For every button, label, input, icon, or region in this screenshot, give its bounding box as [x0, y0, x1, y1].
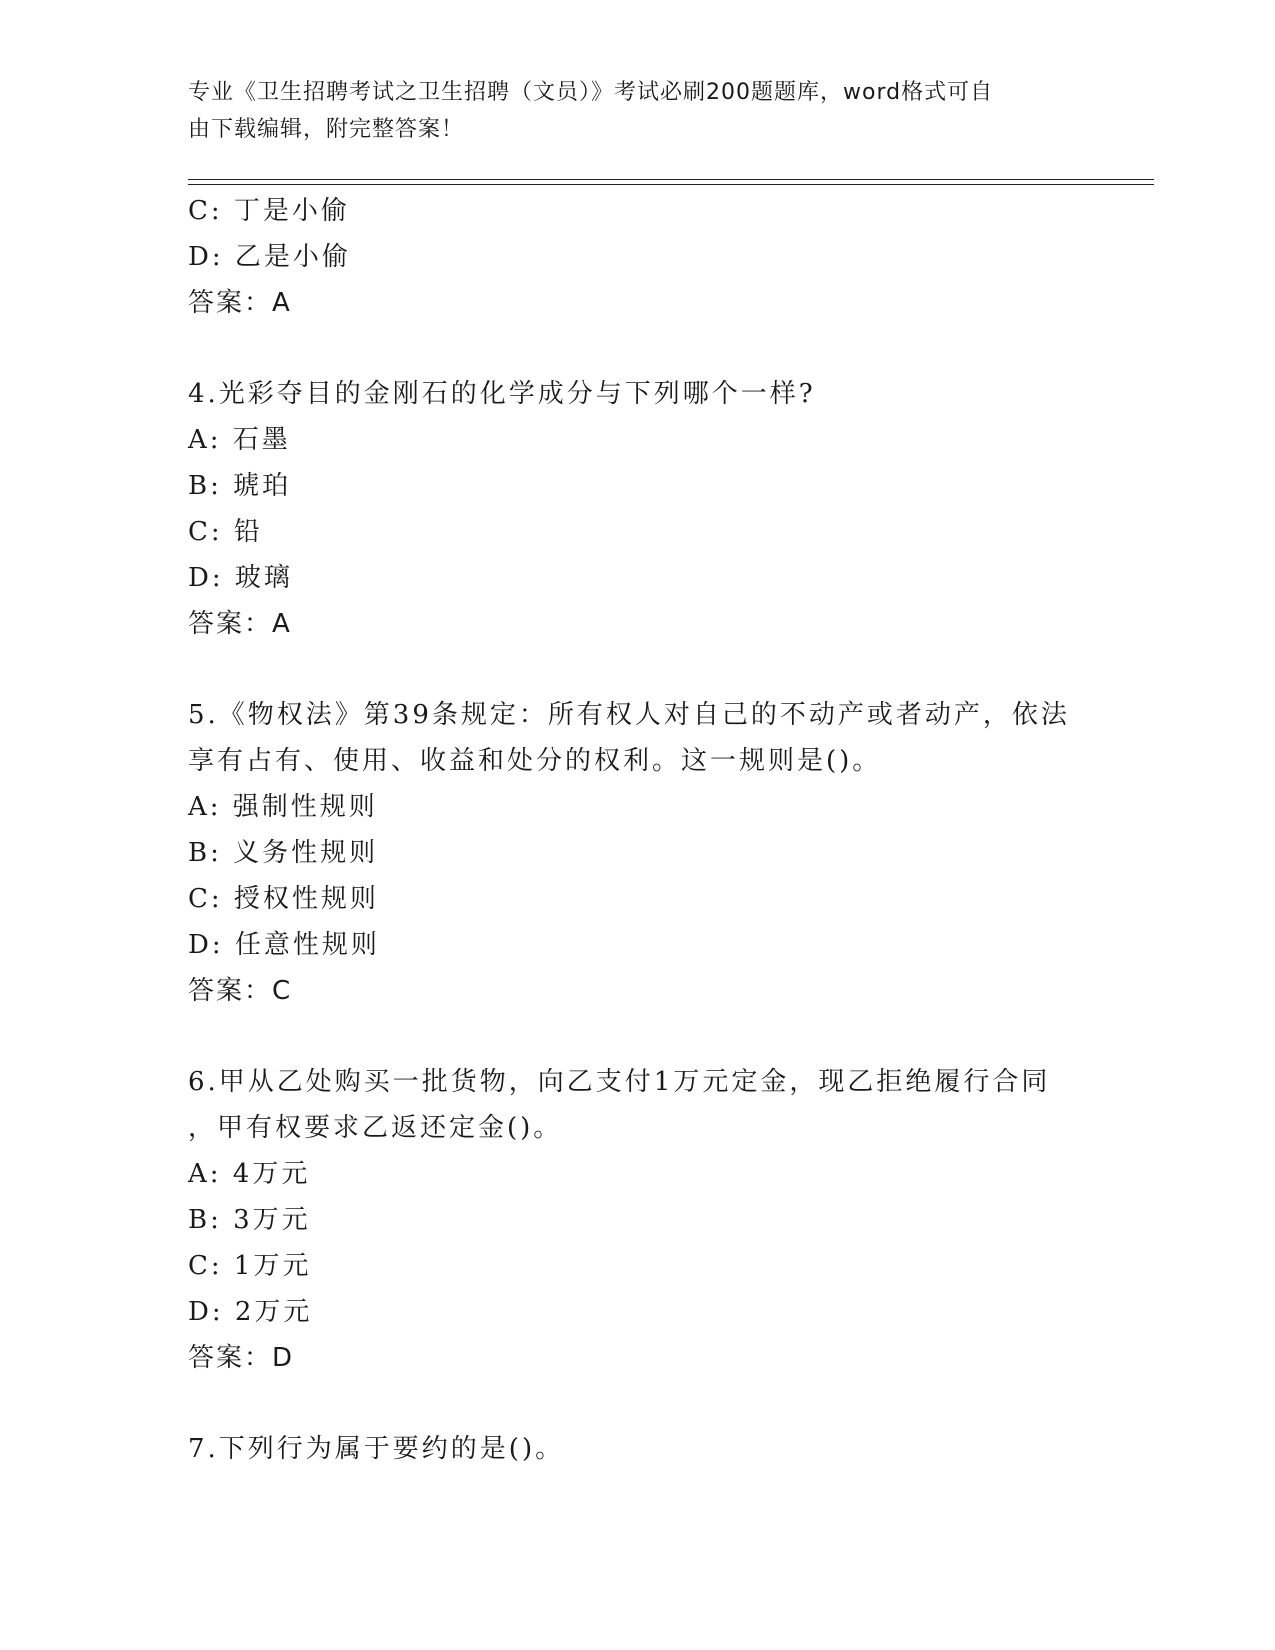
option-a: A: 强制性规则 [188, 792, 378, 822]
header-line-2: 由下载编辑，附完整答案！ [188, 117, 465, 142]
question-block-4 [188, 371, 1088, 647]
option-d: D: 2万元 [188, 1297, 313, 1327]
question-stem: 6.甲从乙处购买一批货物，向乙支付1万元定金，现乙拒绝履行合同 [188, 1067, 1051, 1097]
question-stem: 5.《物权法》第39条规定：所有权人对自己的不动产或者动产，依法 [188, 700, 1070, 730]
header-divider-top [188, 179, 1154, 180]
question-block-6 [188, 1059, 1088, 1381]
header-divider-bottom [188, 184, 1154, 185]
question-stem: 7.下列行为属于要约的是()。 [188, 1434, 565, 1464]
option-c: C: 铅 [188, 517, 263, 547]
spacer [188, 326, 1088, 371]
document-header [188, 74, 1068, 148]
option-d: D: 任意性规则 [188, 930, 380, 960]
option-a: A: 石墨 [188, 425, 291, 455]
spacer [188, 1381, 1088, 1426]
answer-line: 答案：C [188, 976, 293, 1006]
header-line-1: 专业《卫生招聘考试之卫生招聘（文员）》考试必刷200题题库，word格式可自 [188, 80, 994, 105]
option-b: B: 义务性规则 [188, 838, 379, 868]
option-c: C: 1万元 [188, 1251, 312, 1281]
question-stem-continued: ，甲有权要求乙返还定金()。 [188, 1113, 563, 1143]
question-block-5 [188, 692, 1088, 1014]
option-d: D: 玻璃 [188, 563, 293, 593]
question-block-7 [188, 1426, 1088, 1472]
option-c: C: 丁是小偷 [188, 196, 350, 226]
option-b: B: 琥珀 [188, 471, 292, 501]
option-d: D: 乙是小偷 [188, 242, 351, 272]
question-stem-continued: 享有占有、使用、收益和处分的权利。这一规则是()。 [188, 746, 882, 776]
option-c: C: 授权性规则 [188, 884, 379, 914]
question-block-prev [188, 188, 1088, 326]
answer-line: 答案：A [188, 288, 292, 318]
answer-line: 答案：D [188, 1343, 295, 1373]
option-b: B: 3万元 [188, 1205, 311, 1235]
question-content [188, 188, 1088, 1472]
question-stem: 4.光彩夺目的金刚石的化学成分与下列哪个一样? [188, 379, 816, 409]
answer-line: 答案：A [188, 609, 292, 639]
spacer [188, 1014, 1088, 1059]
spacer [188, 647, 1088, 692]
option-a: A: 4万元 [188, 1159, 311, 1189]
